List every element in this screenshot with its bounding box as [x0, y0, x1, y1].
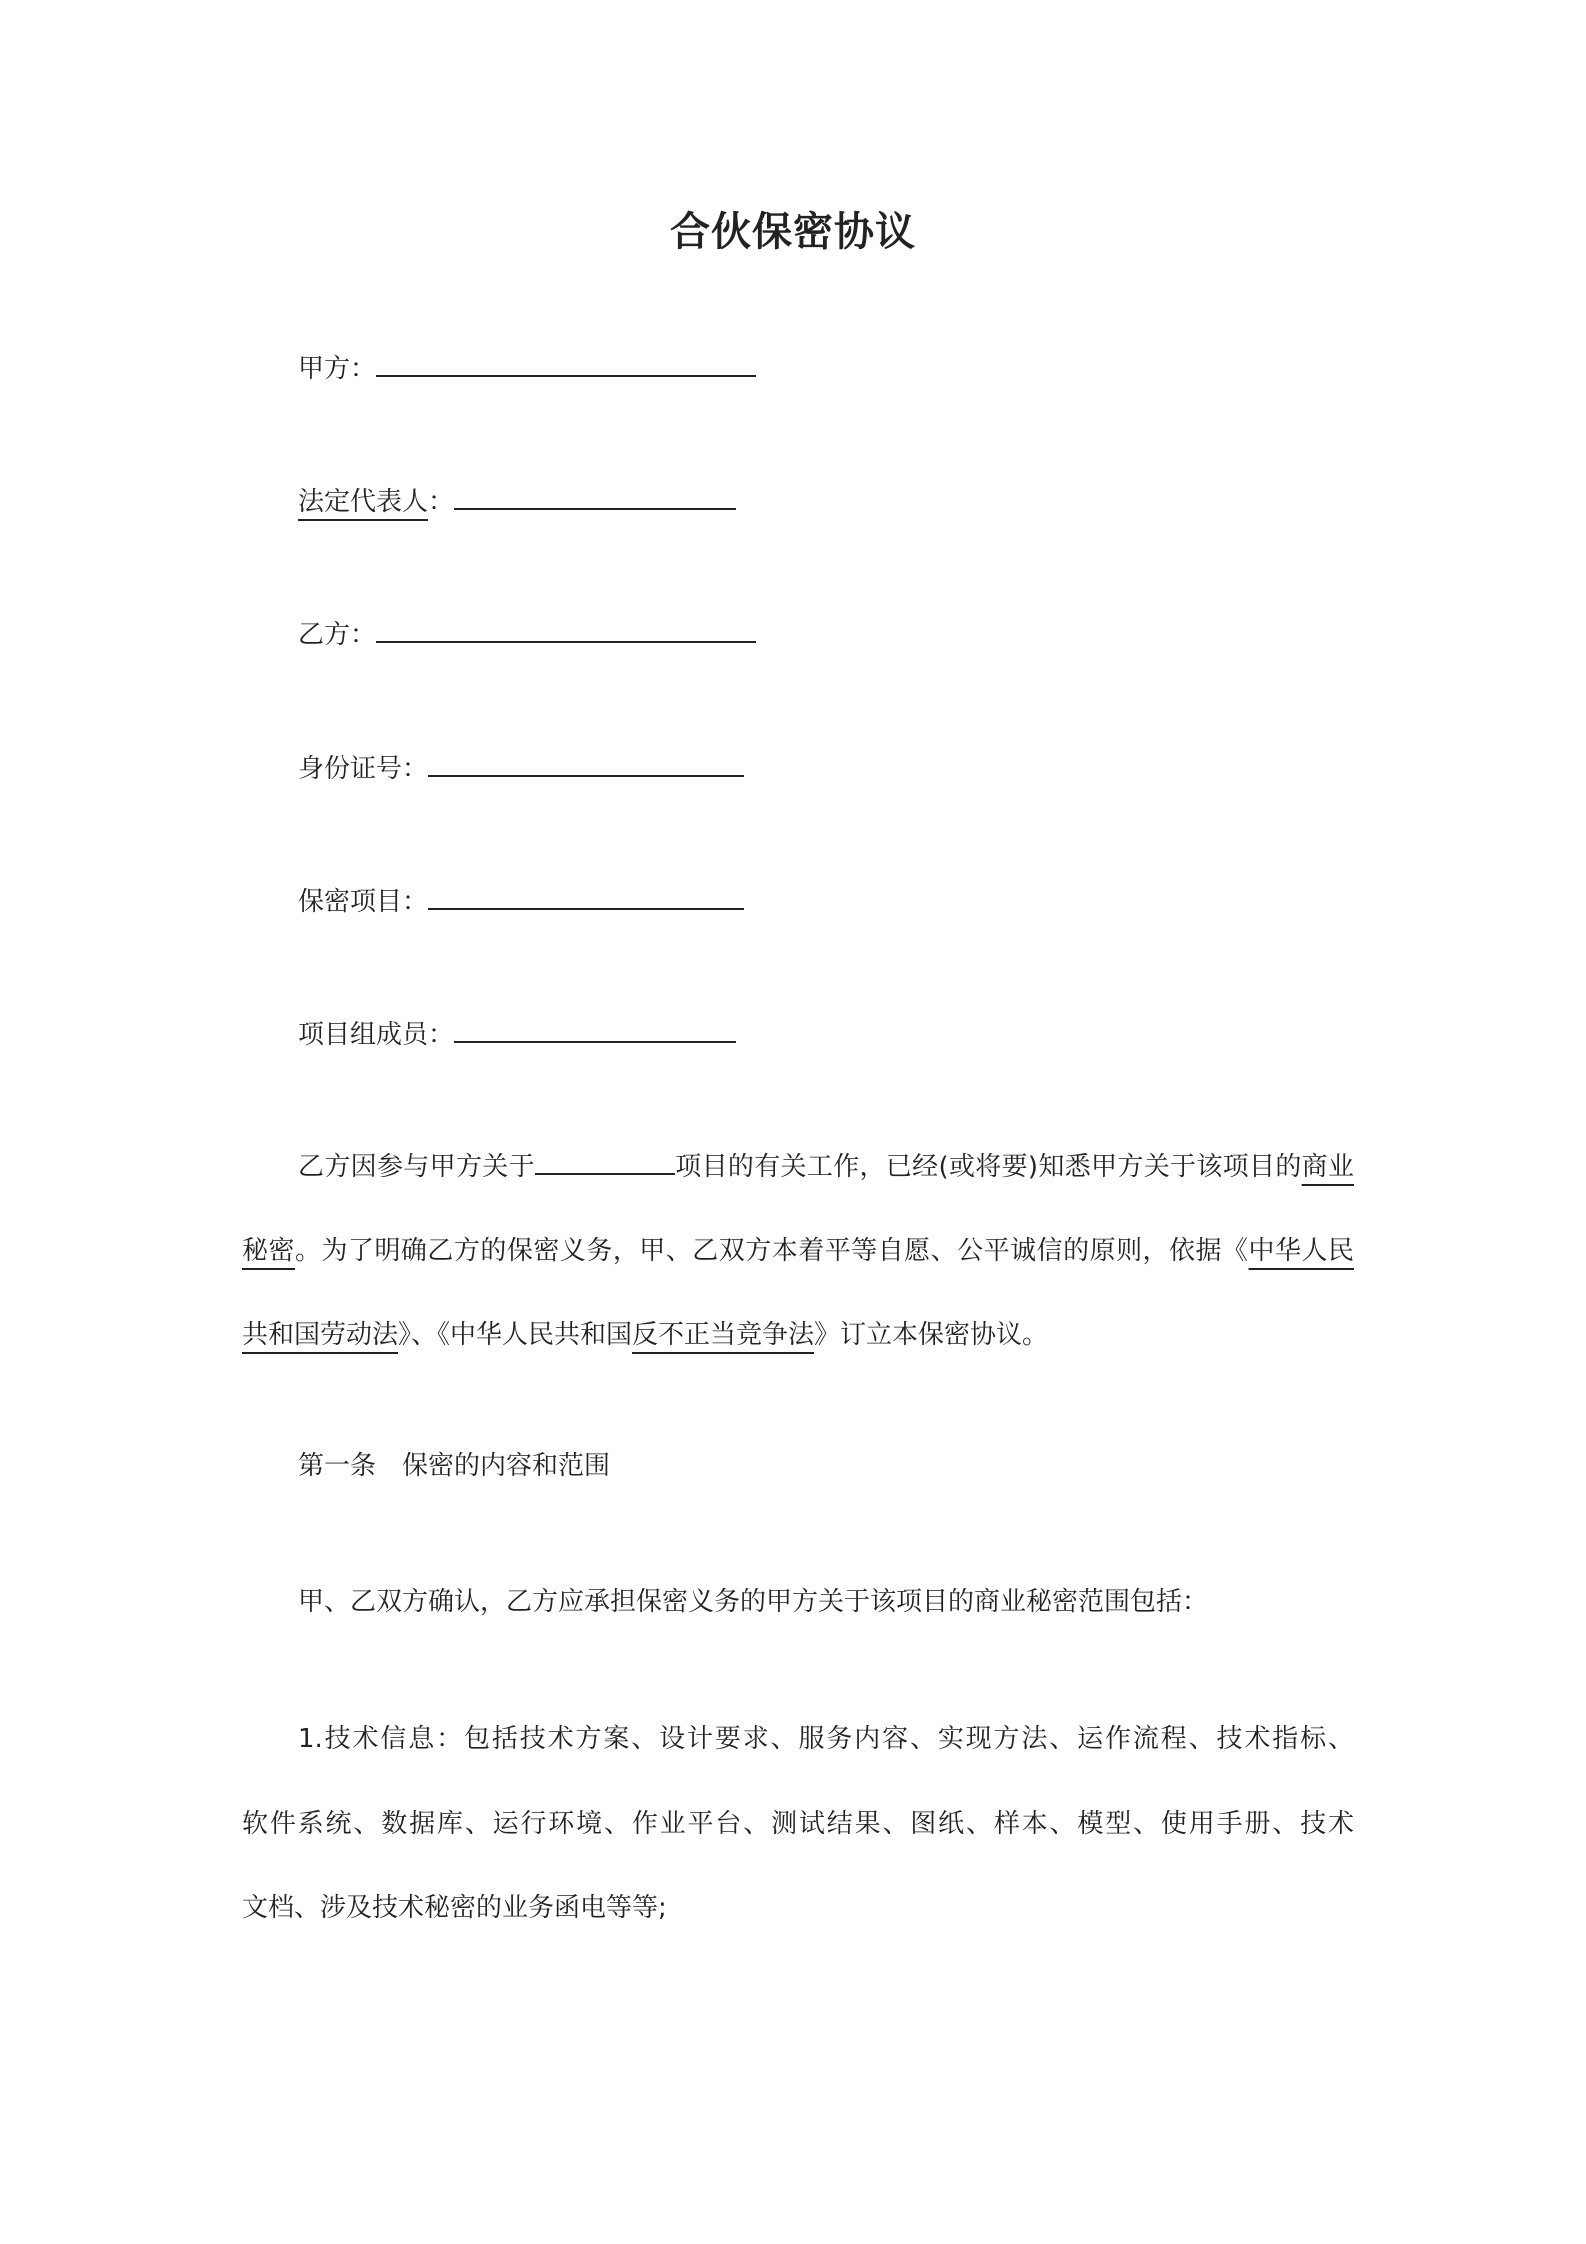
document-title: 合伙保密协议	[670, 209, 916, 255]
party-a-field	[298, 345, 756, 387]
legal-rep-label: 法定代表人	[298, 487, 429, 517]
labor-law-title: 中华人民共和国劳动法	[242, 1236, 1354, 1350]
article-1-scope: 甲、乙双方确认，乙方应承担保密义务的甲方关于该项目的商业秘密范围包括：	[298, 1587, 1209, 1617]
party-b-field	[298, 611, 756, 653]
intro-text-4: 》、《中华人民共和国	[398, 1320, 633, 1350]
competition-law-title: 反不正当竞争法	[632, 1320, 815, 1350]
legal-rep-field	[298, 478, 736, 520]
party-b-label: 乙方：	[298, 620, 377, 650]
members-field	[298, 1011, 736, 1053]
id-number-field	[298, 745, 744, 787]
intro-paragraph	[242, 1125, 1354, 1377]
id-number-blank[interactable]	[428, 745, 744, 777]
item-1-line-1: 1.技术信息：包括技术方案、设计要求、服务内容、实现方法、运作流程、技术指标、	[298, 1724, 1354, 1754]
article-1-heading: 第一条 保密的内容和范围	[298, 1451, 611, 1481]
members-label: 项目组成员：	[298, 1020, 455, 1050]
intro-project-blank[interactable]	[535, 1147, 675, 1175]
id-number-label: 身份证号：	[298, 754, 429, 784]
intro-text-3: 。为了明确乙方的保密义务，甲、乙双方本着平等自愿、公平诚信的原则，依据《	[294, 1236, 1249, 1266]
item-1-line-3: 文档、涉及技术秘密的业务函电等等;	[242, 1893, 667, 1923]
party-b-blank[interactable]	[376, 611, 756, 643]
trade-secret-term: 商业秘密	[242, 1152, 1354, 1266]
members-blank[interactable]	[454, 1011, 736, 1043]
legal-rep-colon: ：	[428, 487, 455, 517]
project-blank[interactable]	[428, 878, 744, 910]
project-label: 保密项目：	[298, 887, 429, 917]
intro-text-1: 乙方因参与甲方关于	[298, 1152, 535, 1182]
item-1-line-2: 软件系统、数据库、运行环境、作业平台、测试结果、图纸、样本、模型、使用手册、技术	[242, 1809, 1354, 1839]
legal-rep-blank[interactable]	[454, 478, 736, 510]
party-a-blank[interactable]	[376, 345, 756, 377]
intro-text-5: 》订立本保密协议。	[814, 1320, 1049, 1350]
party-a-label: 甲方：	[298, 354, 377, 384]
project-field	[298, 878, 744, 920]
intro-text-2: 项目的有关工作，已经(或将要)知悉甲方关于该项目的	[674, 1152, 1302, 1182]
